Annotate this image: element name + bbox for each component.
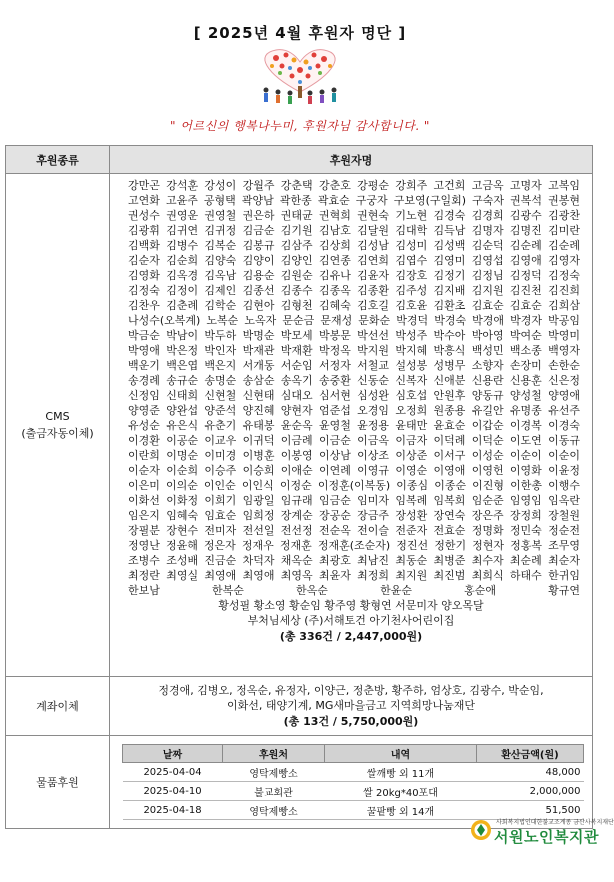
goods-header-row bbox=[123, 745, 584, 763]
goods-item: 꿀팥빵 외 14개 bbox=[325, 801, 477, 820]
goods-header-item: 내역 bbox=[325, 745, 477, 763]
goods-row bbox=[6, 736, 593, 829]
goods-date: 2025-04-10 bbox=[123, 782, 223, 801]
footer-org-name: 서원노인복지관 bbox=[494, 828, 599, 846]
goods-date: 2025-04-04 bbox=[123, 763, 223, 782]
donor-table bbox=[5, 145, 593, 829]
goods-header-source: 후원처 bbox=[223, 745, 325, 763]
cms-row bbox=[6, 174, 593, 677]
goods-category: 물품후원 bbox=[6, 736, 110, 829]
goods-header-amount: 환산금액(원) bbox=[477, 745, 584, 763]
cms-donors bbox=[110, 174, 593, 677]
header-donors: 후원자명 bbox=[110, 146, 593, 174]
cms-category-label: CMS bbox=[45, 410, 70, 423]
cms-donor-names-tail-1: 황성필 황소영 황순임 황주영 황형연 서문미자 양오목달 bbox=[218, 599, 484, 612]
cms-donor-names: 강만곤 강석훈 강성이 강월주 강춘택 강춘호 강평순 강희주 고건희 고금옥 고명자 고복임 고연화 고윤주 공형택 곽양남 곽한종 곽효순 구궁자 구보영(구일회) 구숙자 권복석 권봉현 권성수 권영운 권영철 권은하 권태균 권혁희 권현숙 기노현 김경숙 김경희 김광수 김광찬 김광휘 김귀연 김귀정 김금순 김기원 김남호 김달원 김대학 김득남 김명자 김명진 김미란 김백화 김병수 김복순 김봉규 김삼주 김상희 김성남 김성미 김성백 김순덕 김순례 김순례 김순자 김순희 김양숙 김양이 김양인 김연종 김연희 김엽수 김영미 김영섭 김영애 김영자 김영화 김옥경 김옥남 김용순 김원순 김유나 김윤자 김장호 김정기 김정님 김정덕 김정숙 김정숙 김정이 김제인 김종선 김종수 김종옥 김종환 김주성 김지배 김지원 김진천 김진희 김찬우 김춘례 김학순 김현아 김형천 김혜숙 김호길 김호윤 김환초 김효순 김효순 김희삼 나성수(오복계) 노복순 노옥자 문순금 문재성 문화순 박경덕 박경숙 박경애 박경자 박공임 박금순 박남이 박두하 박명순 박모세 박봉문 박선선 박성주 박수아 박아영 박여순 박영미 박영애 박은정 박인자 박재관 박재환 박정옥 박지원 박지혜 박흥식 백성민 백소종 백영자 백운기 백은엽 백은지 서개동 서순임 서정자 서철교 설성봉 성병무 소향자 손장미 손한순 송경례 송규순 송명순 송삼순 송옥기 송중환 신동순 신복자 신애분 신용란 신용훈 신은정 신정임 신태희 신현철 신현태 심대오 심서현 심성완 심호섭 안원후 양동규 양성철 양영애 양영준 양완섭 양준석 양진혜 양현자 엄준섭 오경임 오정희 원종용 유길안 유명종 유선주 유성순 유은식 유춘기 유태봉 윤순옥 윤영철 윤정용 윤태만 윤효순 이갑순 이경복 이경숙 이경환 이공순 이교우 이귀덕 이금례 이금순 이금옥 이금자 이덕례 이덕순 이도연 이동규 이란희 이명순 이미경 이병훈 이봉영 이상남 이상조 이상준 이서구 이성순 이순이 이순이 이순자 이순희 이승주 이승희 이애순 이연례 이영규 이영순 이영애 이영헌 이영화 이윤정 이은미 이의순 이인순 이인식 이정순 이정훈(이복동) 이종심 이종순 이진형 이한총 이행수 이화선 이화정 이희기 임광일 임규래 임금순 임미자 임복례 임복희 임순준 임영임 임옥란 임은지 임혜숙 임효순 임희정 장계순 장공순 장금주 장성환 장연숙 장은주 장정희 장철원 장필분 장현수 전미자 전선일 전선정 전순옥 전이슬 전준자 전효순 정명화 정민숙 정순전 정영난 정윤해 정은자 정재우 정재훈 정재훈(조순자) 정진선 정한기 정현자 정홍복 조무영 조병수 조성배 진금순 차덕자 채옥순 최광호 최남진 최동순 최병준 최수자 최순례 최순자 최정란 최영실 최영애 최영애 최영옥 최윤자 최정희 최지원 최진범 최희식 하태수 한귀임 한보남 한복순 한옥순 한윤순 홍순애 황규연 bbox=[128, 179, 580, 597]
goods-item: 쌀 20kg*40포대 bbox=[325, 782, 477, 801]
goods-source: 불교회관 bbox=[223, 782, 325, 801]
goods-source: 영탁제빵소 bbox=[223, 801, 325, 820]
transfer-category: 계좌이체 bbox=[6, 677, 110, 736]
transfer-row bbox=[6, 677, 593, 736]
cms-category bbox=[6, 174, 110, 677]
goods-amount: 2,000,000 bbox=[477, 782, 584, 801]
cms-donor-names-tail-2: 부처님세상 (주)서해토건 아기천사어린이집 bbox=[247, 614, 455, 627]
header-category: 후원종류 bbox=[6, 146, 110, 174]
heart-tree-logo bbox=[246, 46, 354, 106]
temple-emblem-icon bbox=[470, 819, 492, 841]
footer-org-logo bbox=[470, 817, 614, 849]
cms-total: (총 336건 / 2,447,000원) bbox=[279, 630, 423, 643]
transfer-names-line2: 이화선, 태양기계, MG새마을금고 지역희망나눔재단 bbox=[226, 698, 476, 712]
goods-date: 2025-04-18 bbox=[123, 801, 223, 820]
transfer-names-line1: 정경애, 김병오, 정옥순, 유정자, 이양근, 정춘방, 황주하, 엄상호, 김광수, 박순임, bbox=[158, 683, 544, 697]
goods-item: 쌀깨빵 외 11개 bbox=[325, 763, 477, 782]
transfer-total: (총 13건 / 5,750,000원) bbox=[283, 714, 419, 728]
transfer-donors bbox=[110, 677, 593, 736]
thank-you-slogan: " 어르신의 행복나누미, 후원자님 감사합니다. " bbox=[170, 119, 430, 133]
page-title: [ 2025년 4월 후원자 명단 ] bbox=[193, 24, 407, 42]
goods-donations bbox=[110, 736, 593, 829]
table-row bbox=[123, 763, 584, 782]
goods-header-date: 날짜 bbox=[123, 745, 223, 763]
goods-source: 영탁제빵소 bbox=[223, 763, 325, 782]
goods-table bbox=[122, 744, 584, 820]
footer-org-subtitle: 사회복지법인대한불교조계종 금산사복지재단 bbox=[496, 819, 614, 826]
goods-amount: 51,500 bbox=[477, 801, 584, 820]
table-header-row bbox=[6, 146, 593, 174]
goods-amount: 48,000 bbox=[477, 763, 584, 782]
table-row bbox=[123, 782, 584, 801]
cms-category-sublabel: (출금자동이체) bbox=[21, 427, 94, 440]
